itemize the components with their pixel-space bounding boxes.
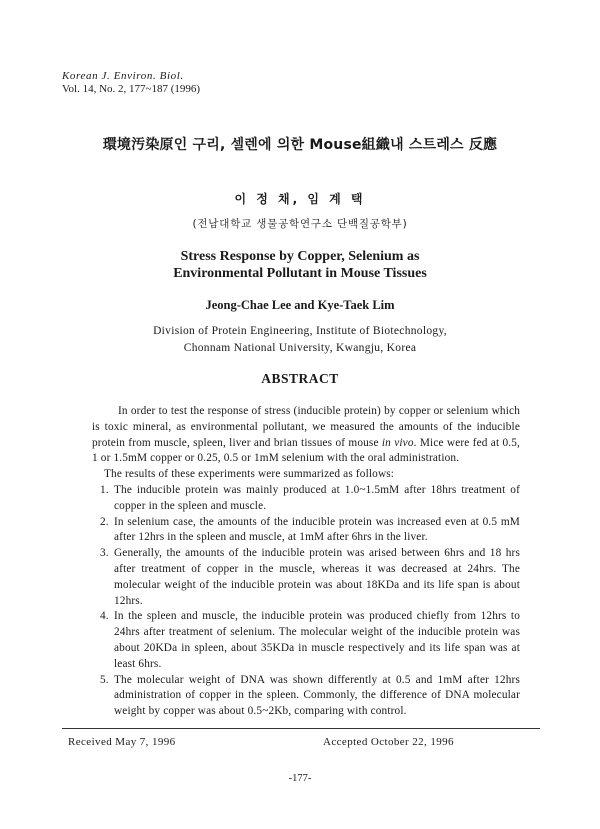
- english-title-line1: Stress Response by Copper, Selenium as: [180, 249, 420, 264]
- korean-authors: 이 정 채, 임 계 택: [234, 192, 366, 206]
- korean-title: 環境汚染原인 구리, 셀렌에 의한 Mouse組織내 스트레스 反應: [102, 137, 498, 153]
- english-affiliation: [0, 323, 600, 357]
- english-title: [0, 248, 600, 282]
- accepted-date: Accepted October 22, 1996: [323, 736, 454, 748]
- list-item: 3. Generally, the amounts of the inducible protein was arised between 6hrs and 18 hrs after treatment of copper in the muscle, whereas it was decreased at 24hrs. The molecular weight of the inducible protein was about 18KDa and its life span is about 12hrs.: [100, 547, 520, 607]
- list-item: 1. The inducible protein was mainly produced at 1.0~1.5mM after 18hrs treatment of copper in the spleen and muscle.: [100, 483, 520, 512]
- abstract-heading: ABSTRACT: [261, 371, 339, 386]
- abstract-body: [92, 404, 520, 720]
- journal-name: Korean J. Environ. Biol.: [62, 70, 184, 82]
- results-list: [92, 483, 520, 720]
- list-item: 2. In selenium case, the amounts of the inducible protein was increased even at 0.5 mM after 12hrs in the spleen and muscle, at 1mM after 6hrs in the liver.: [100, 515, 520, 544]
- list-item: 5. The molecular weight of DNA was shown differently at 0.5 and 1mM after 12hrs administration of copper in the spleen. Commonly, the difference of DNA molecular weight by copper was about 0.5~2Kb, comparing with control.: [100, 673, 520, 718]
- journal-citation: [62, 70, 200, 96]
- korean-affiliation: (전남대학교 생물공학연구소 단백질공학부): [192, 218, 408, 230]
- journal-volume: Vol. 14, No. 2, 177~187 (1996): [62, 83, 201, 95]
- abstract-paragraph-2: The results of these experiments were summarized as follows:: [104, 468, 395, 481]
- abstract-paragraph-1: In order to test the response of stress (inducible protein) by copper or selenium which is toxic mineral, as environmental pollutant, we measured the amounts of the inducible protein from muscle, spleen, liver and brian tissues of mouse in vivo. Mice were fed at 0.5, 1 or 1.5mM copper or 0.25, 0.5 or 1mM selenium with the oral administration.: [92, 405, 521, 465]
- list-item: 4. In the spleen and muscle, the inducible protein was produced chiefly from 12hrs to 24hrs after treatment of selenium. The molecular weight of the inducible protein was about 20KDa in spleen, about 35KDa in muscle respectively and its life span was at least 6hrs.: [100, 610, 520, 670]
- affiliation-line1: Division of Protein Engineering, Institute of Biotechnology,: [153, 325, 447, 337]
- in-vivo-italic: in vivo: [381, 436, 414, 449]
- page-number: -177-: [288, 773, 312, 784]
- affiliation-line2: Chonnam National University, Kwangju, Korea: [183, 342, 417, 354]
- english-title-line2: Environmental Pollutant in Mouse Tissues: [173, 266, 427, 281]
- footnote-divider: [62, 728, 540, 729]
- received-date: Received May 7, 1996: [68, 736, 176, 748]
- english-authors: Jeong-Chae Lee and Kye-Taek Lim: [205, 298, 395, 312]
